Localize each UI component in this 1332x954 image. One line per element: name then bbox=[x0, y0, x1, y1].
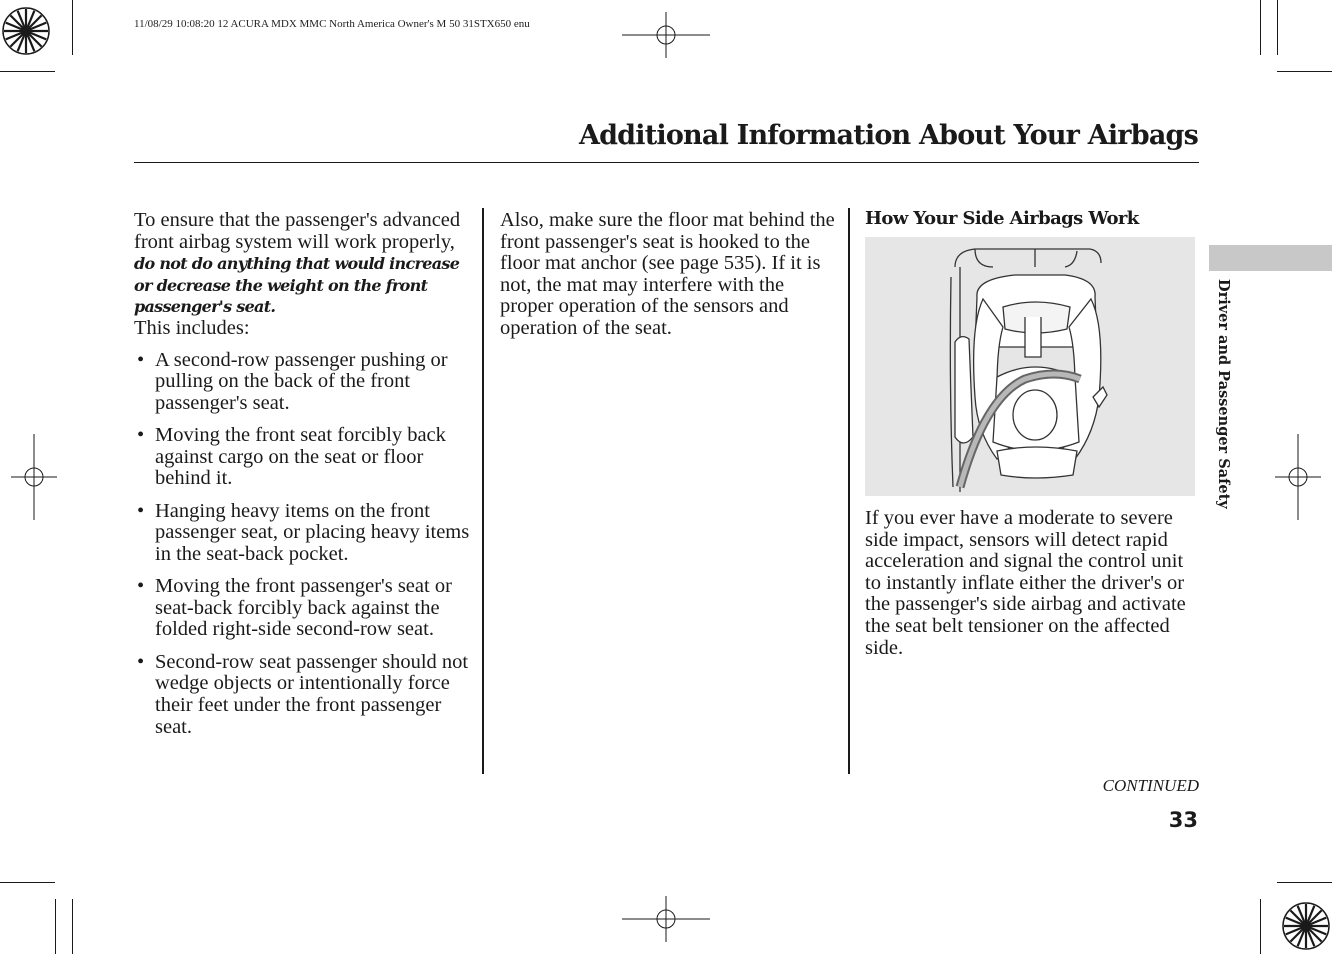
bullet-icon: • bbox=[137, 424, 145, 447]
bullet-icon: • bbox=[137, 348, 145, 371]
floor-mat-paragraph: Also, make sure the floor mat behind the front passenger's seat is hooked to the floor mat anchor (see page 535). If it is not, the mat may interfere with the proper operation of the sensors and operation of the seat. bbox=[500, 209, 835, 339]
page-number: 33 bbox=[1168, 808, 1198, 832]
intro-paragraph bbox=[134, 210, 479, 340]
list-item bbox=[134, 501, 479, 566]
column-divider bbox=[482, 208, 484, 774]
section-tab-label: Driver and Passenger Safety bbox=[1215, 279, 1232, 509]
title-divider bbox=[134, 162, 1199, 163]
intro-text-end: This includes: bbox=[134, 316, 250, 339]
crosshair-icon bbox=[1275, 434, 1321, 520]
list-item bbox=[134, 576, 479, 641]
intro-text: To ensure that the passenger's advanced front airbag system will work properly, bbox=[134, 209, 461, 253]
list-item-text: Moving the front seat forcibly back against cargo on the seat or floor behind it. bbox=[155, 424, 446, 490]
section-heading: How Your Side Airbags Work bbox=[865, 208, 1139, 229]
bullet-list bbox=[134, 350, 479, 739]
bullet-icon: • bbox=[137, 575, 145, 598]
registration-star-icon bbox=[1, 6, 51, 56]
column-3 bbox=[865, 208, 1200, 659]
side-airbag-paragraph: If you ever have a moderate to severe side impact, sensors will detect rapid acceleration and signal the control unit to instantly inflate either the driver's or the passenger's side airbag and activate the seat belt tensioner on the affected side. bbox=[865, 507, 1186, 659]
list-item bbox=[134, 652, 479, 738]
column-2 bbox=[500, 210, 840, 340]
crosshair-icon bbox=[11, 434, 57, 520]
column-divider bbox=[848, 208, 850, 774]
section-tab bbox=[1209, 245, 1332, 271]
list-item-text: Hanging heavy items on the front passenger seat, or placing heavy items in the seat-back pocket. bbox=[155, 499, 470, 565]
warning-emphasis: do not do anything that would increase or decrease the weight on the front passenger's seat. bbox=[134, 254, 460, 317]
list-item bbox=[134, 350, 479, 415]
continued-label: CONTINUED bbox=[1102, 776, 1199, 795]
list-item-text: Moving the front passenger's seat or seat-back forcibly back against the folded right-side second-row seat. bbox=[155, 575, 452, 641]
list-item-text: Second-row seat passenger should not wedge objects or intentionally force their feet under the front passenger seat. bbox=[155, 650, 469, 738]
crosshair-icon bbox=[622, 12, 710, 58]
page-title: Additional Information About Your Airbags bbox=[578, 120, 1198, 151]
bullet-icon: • bbox=[137, 499, 145, 522]
column-1 bbox=[134, 210, 479, 749]
seat-occupant-illustration bbox=[865, 237, 1195, 496]
side-airbag-illustration bbox=[865, 237, 1195, 496]
bullet-icon: • bbox=[137, 650, 145, 673]
registration-star-icon bbox=[1281, 901, 1331, 951]
list-item bbox=[134, 425, 479, 490]
list-item-text: A second-row passenger pushing or pulling on the back of the front passenger's seat. bbox=[155, 348, 448, 414]
print-metadata: 11/08/29 10:08:20 12 ACURA MDX MMC North America Owner's M 50 31STX650 enu bbox=[134, 18, 530, 30]
crosshair-icon bbox=[622, 896, 710, 942]
